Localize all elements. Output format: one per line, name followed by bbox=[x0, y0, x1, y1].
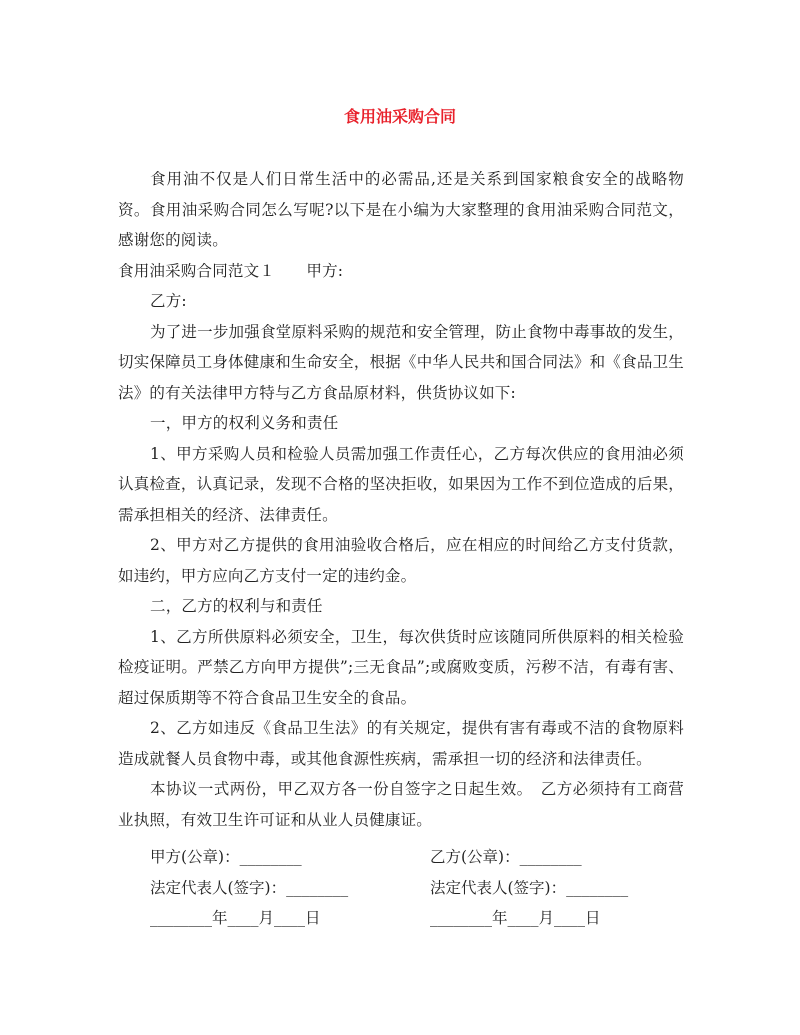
signature-block bbox=[150, 842, 710, 934]
section-heading-2: 二，乙方的权利与和责任 bbox=[150, 597, 323, 615]
clause-1-2: 2、甲方对乙方提供的食用油验收合格后，应在相应的时间给乙方支付货款，如违约，甲方应向乙方支付一定的违约金。 bbox=[118, 536, 684, 585]
paragraph-validity: 本协议一式两份，甲乙双方各一份自签字之日起生效。 乙方必须持有工商营业执照，有效卫生许可证和从业人员健康证。 bbox=[118, 780, 684, 829]
signature-row-seal bbox=[150, 842, 710, 873]
signature-row-date bbox=[150, 903, 710, 934]
clause-2-1: 1、乙方所供原料必须安全，卫生，每次供货时应该随同所供原料的相关检验检疫证明。严禁乙方向甲方提供”;三无食品”;或腐败变质，污秽不洁，有毒有害、超过保质期等不符合食品卫生安全的食品。 bbox=[118, 627, 684, 707]
section-heading-1: 一，甲方的权利义务和责任 bbox=[150, 414, 339, 432]
party-b-representative-field: 法定代表人(签字)：________ bbox=[430, 878, 629, 897]
clause-1-1: 1、甲方采购人员和检验人员需加强工作责任心，乙方每次供应的食用油必须认真检查，认真记录，发现不合格的坚决拒收，如果因为工作不到位造成的后果，需承担相关的经济、法律责任。 bbox=[118, 444, 684, 524]
party-a-representative-field: 法定代表人(签字)：________ bbox=[150, 878, 349, 897]
paragraph-purpose: 为了进一步加强食堂原料采购的规范和安全管理，防止食物中毒事故的发生，切实保障员工身体健康和生命安全，根据《中华人民共和国合同法》和《食品卫生法》的有关法律甲方特与乙方食品原材料，供货协议如下: bbox=[118, 322, 684, 402]
party-b-seal-field: 乙方(公章)：________ bbox=[430, 848, 582, 866]
party-b-date-field: ________年____月____日 bbox=[430, 909, 601, 927]
clause-2-2: 2、乙方如违反《食品卫生法》的有关规定，提供有害有毒或不洁的食物原料造成就餐人员食物中毒，或其他食源性疾病，需承担一切的经济和法律责任。 bbox=[118, 719, 684, 768]
party-a-date-field: ________年____月____日 bbox=[150, 909, 321, 927]
paragraph-sample-heading: 食用油采购合同范文１ 甲方: bbox=[118, 261, 344, 280]
paragraph-intro: 食用油不仅是人们日常生活中的必需品,还是关系到国家粮食安全的战略物资。食用油采购合同怎么写呢?以下是在小编为大家整理的食用油采购合同范文，感谢您的阅读。 bbox=[118, 170, 684, 249]
document-body bbox=[118, 164, 684, 835]
document-title: 食用油采购合同 bbox=[343, 107, 456, 126]
signature-row-representative bbox=[150, 873, 710, 904]
party-a-seal-field: 甲方(公章)：________ bbox=[150, 848, 302, 866]
paragraph-party-b: 乙方: bbox=[150, 292, 187, 310]
